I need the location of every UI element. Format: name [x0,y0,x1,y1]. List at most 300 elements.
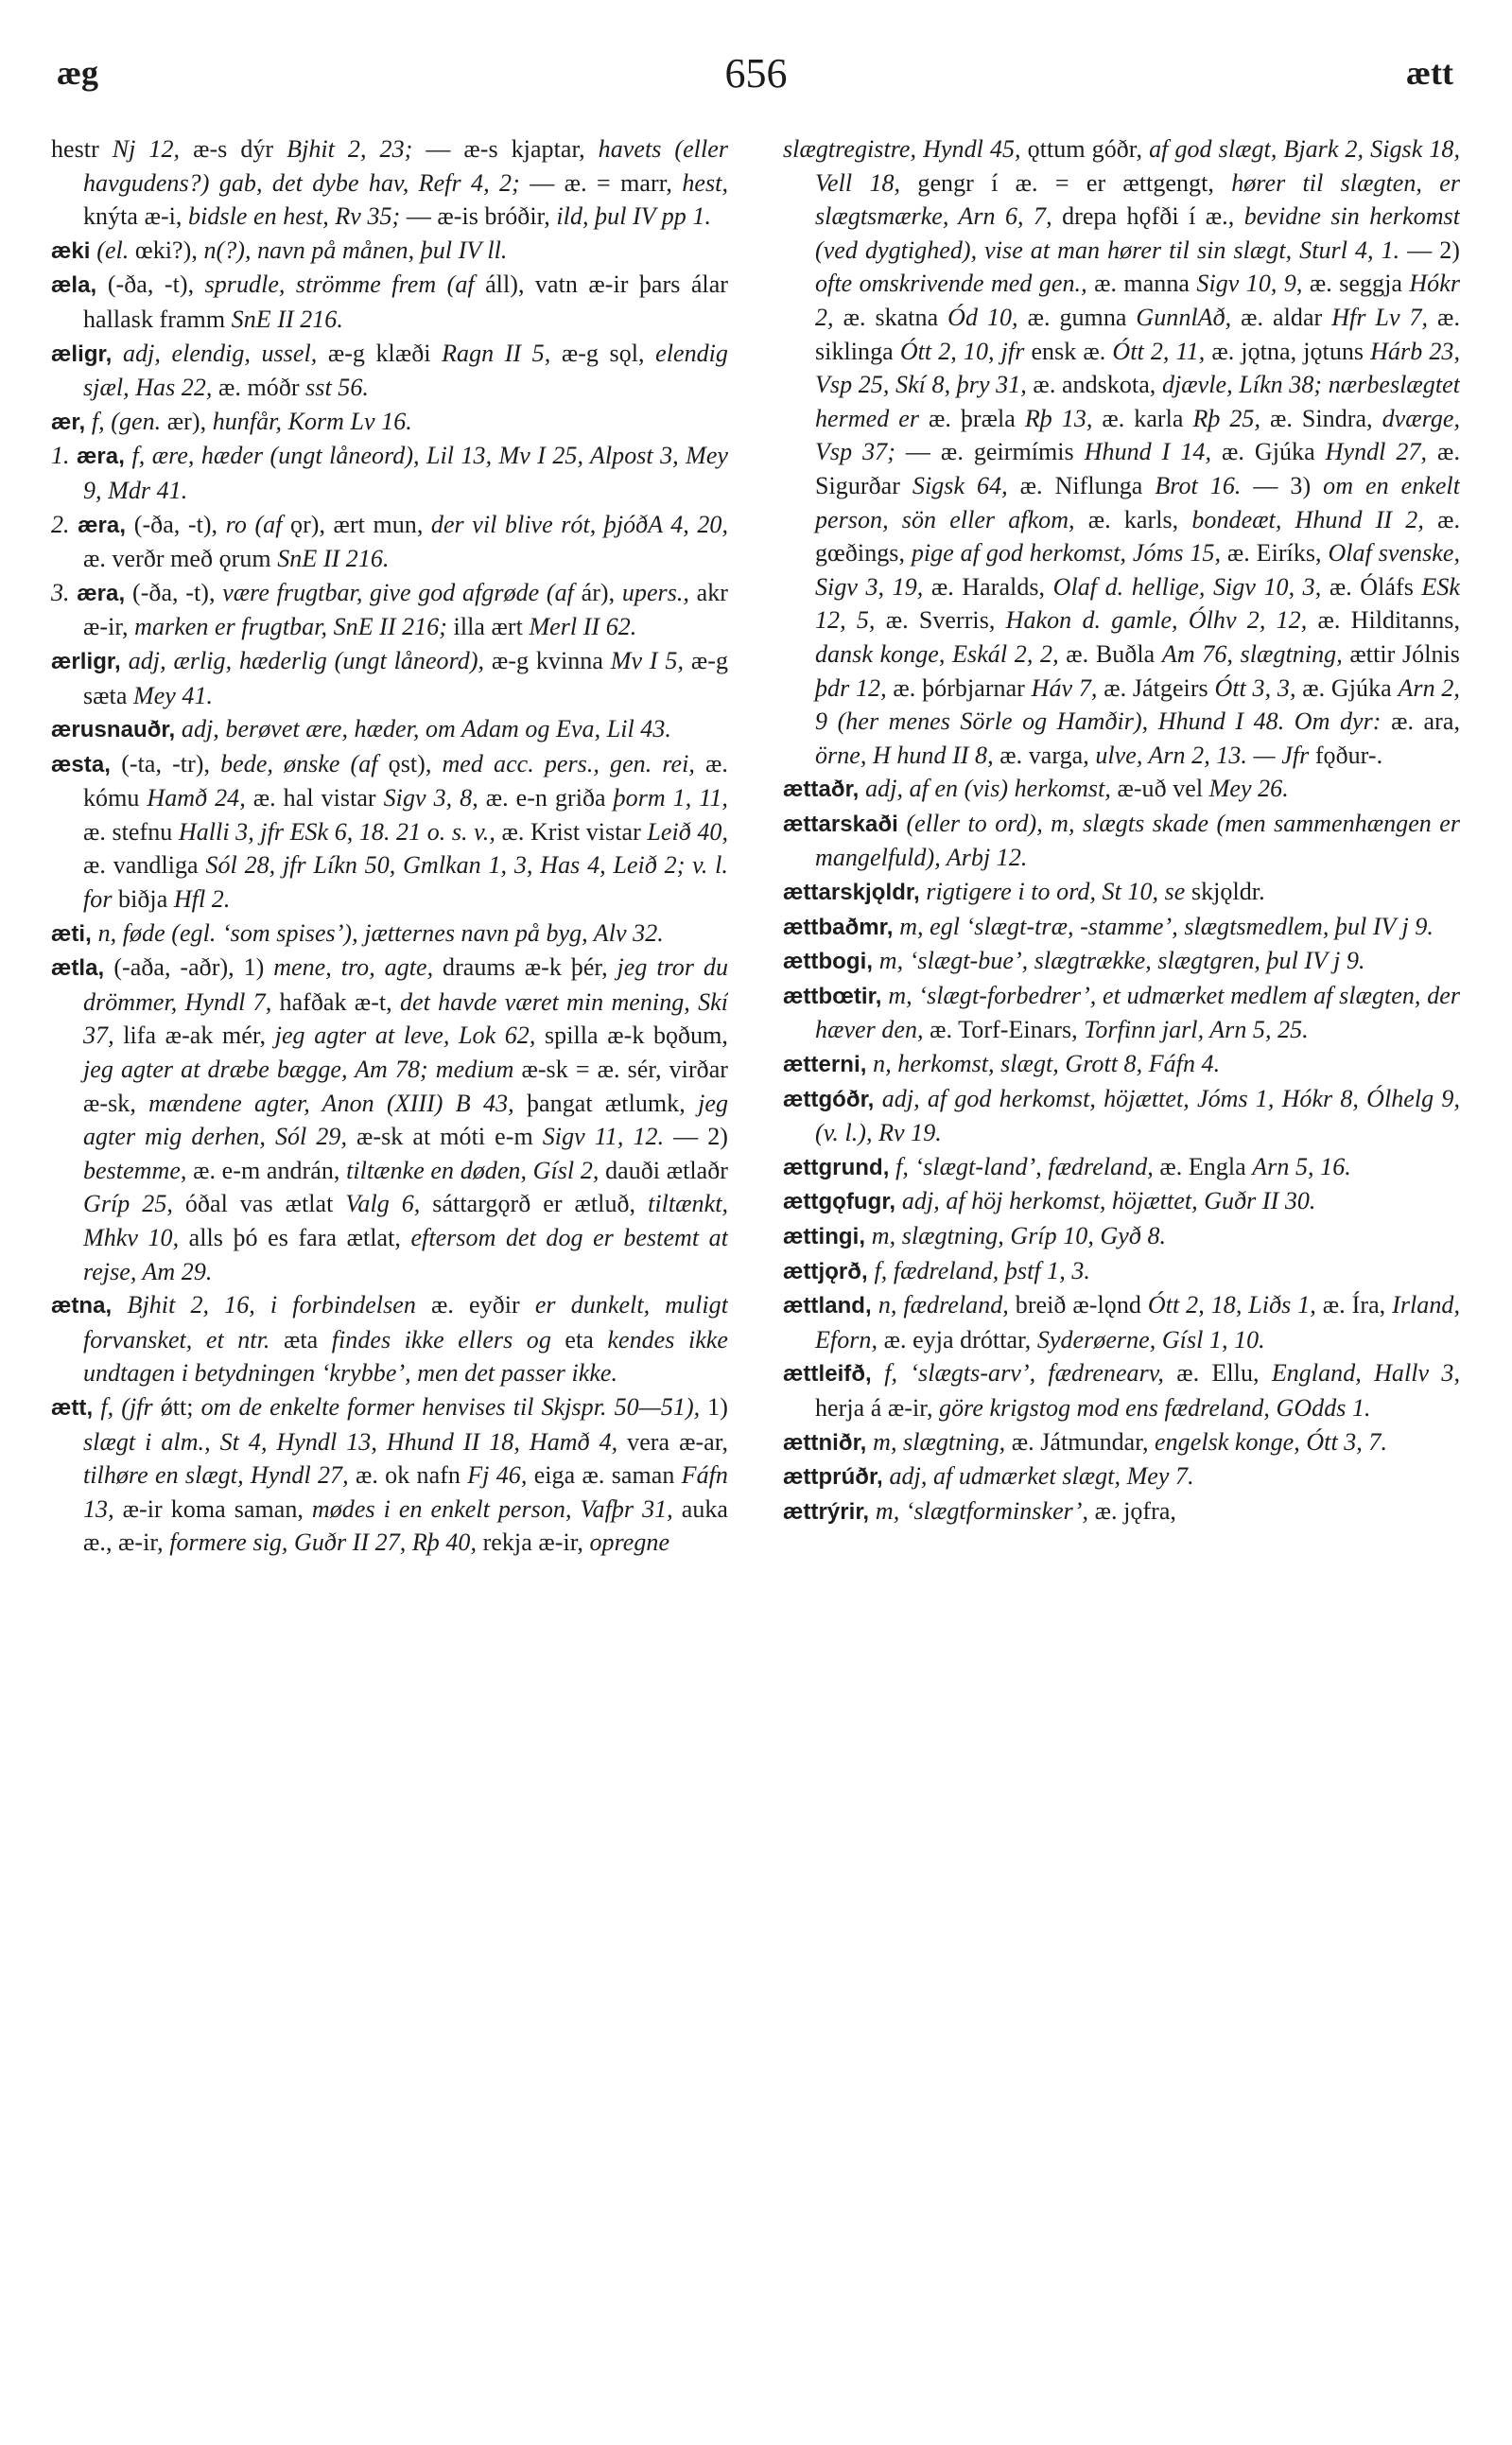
citation-text: (-ta, -tr), [121,749,221,777]
gloss-text: Ótt 2, 11, [1112,337,1212,365]
gloss-text: rigtigere i to ord, St 10, se [926,878,1191,906]
gloss-text: Mey 41. [132,681,214,709]
citation-text: æ. ara, [1391,707,1460,736]
citation-text: æ. Játmundar, [1011,1427,1156,1456]
running-head [0,49,1512,106]
gloss-text: SnE II 216. [277,545,390,573]
citation-text: alls þó es fara ætlat, [188,1224,411,1251]
gloss-text: jeg agter at leve, Lok 62, [274,1022,545,1050]
gloss-text: hest, [682,168,728,197]
citation-text: 1) [707,1392,728,1421]
headword: ætt, [51,1394,101,1421]
citation-text: æ. Gjúka [1302,673,1399,702]
gloss-text: ro (af [225,510,291,538]
citation-text: æ. móðr [218,374,306,402]
gloss-text: elendig sjæl, Has 22, [83,339,728,402]
citation-text: æ. andskota, [1033,371,1162,399]
headword: ættprúðr, [783,1464,890,1491]
gloss-text: ulve, Arn 2, 13. — Jfr [1095,741,1315,769]
gloss-text: (el. [96,236,135,264]
gloss-text: jeg agter at dræbe bægge, Am 78; medium [83,1056,522,1084]
gloss-text: f, ‘slægts-arv’, fædrenearv, [884,1359,1177,1388]
gloss-text: Merl II 62. [529,613,637,641]
dictionary-entry [783,1459,1460,1494]
dictionary-entry [51,132,728,234]
dictionary-entry [51,747,728,917]
headword: ættbœtir, [783,983,889,1009]
citation-text: — æ-s kjaptar, [426,135,599,163]
gloss-text: ofte omskrivende med gen., [815,270,1095,298]
headword: ættrýrir, [783,1498,876,1525]
citation-text: — 2) [1407,236,1460,264]
gloss-text: 1. [51,442,78,470]
gloss-text: adj, af höj herkomst, höjættet, Guðr II 30. [901,1187,1316,1215]
gloss-text: Leið 40, [647,817,728,846]
gloss-text: Sigv 10, 9, [1196,270,1310,298]
citation-text: æ. Játgeirs [1104,673,1215,702]
left-catchword: æg [57,54,98,92]
gloss-text: adj, af god herkomst, höjættet, Jóms 1, Hókr 8, Ólhelg 9, (v. l.), Rv 19. [815,1084,1460,1147]
citation-text: æ. Íra, [1322,1291,1393,1319]
headword: æsta, [51,751,122,777]
gloss-text: af god slægt, Bjark 2, Sigsk 18, Vell 18, [815,135,1460,197]
citation-text: (-ða, -t), [133,510,226,538]
gloss-text: f, (jfr [100,1392,161,1421]
headword: ættgrund, [783,1154,896,1180]
citation-text: æ-g sæta [83,646,728,709]
gloss-text: sprudle, strömme frem (af [204,271,486,299]
headword: ærusnauðr, [51,717,182,743]
gloss-text: bidsle en hest, Rv 35; [188,202,407,231]
gloss-text: adj, af en (vis) herkomst, [865,775,1118,803]
gloss-text: n, fædreland, [878,1291,1016,1319]
citation-text: ǫst), [388,749,443,777]
citation-text: ættir Jólnis [1349,639,1460,668]
headword: æra, [78,512,134,538]
citation-text: ár), [581,578,622,606]
headword: æligr, [51,341,124,367]
gloss-text: Mv I 5, [610,646,691,674]
gloss-text: adj, af udmærket slægt, Mey 7. [889,1462,1194,1491]
gloss-text: m, egl ‘slægt-træ, -stamme’, slægtsmedlem, þul IV j 9. [899,912,1434,940]
gloss-text: er dunkelt, muligt forvansket, et ntr. [83,1291,728,1353]
citation-text: æ. gumna [1027,303,1137,331]
gloss-text: bede, ønske (af [220,749,389,777]
gloss-text: hører til slægten, er slægtsmærke, Arn 6, 7, [815,168,1460,231]
citation-text: — æ-is bróðir, [406,202,557,231]
left-column [51,132,728,2421]
gloss-text: Rþ 25, [1192,404,1270,432]
gloss-text: hunfår, Korm Lv 16. [212,407,412,435]
gloss-text: Hfl 2. [173,885,231,914]
gloss-text: Hárb 23, Vsp 25, Skí 8, þry 31, [815,337,1460,399]
citation-text: æ. Ellu, [1176,1359,1272,1388]
dictionary-entry [783,772,1460,807]
gloss-text: havets (eller havgudens?) gab, det dybe hav, Refr 4, 2; [83,135,728,197]
dictionary-entry [783,1082,1460,1150]
dictionary-entry [51,917,728,952]
gloss-text: Mey 26. [1208,775,1289,803]
gloss-text: der vil blive rót, þjóðA 4, 20, [430,510,728,538]
text-columns [51,132,1461,2421]
dictionary-entry [783,1219,1460,1254]
headword: ærligr, [51,648,129,674]
gloss-text: f, ære, hæder (ungt låneord), Lil 13, Mv I 25, Alpost 3, Mey 9, Mdr 41. [83,442,728,504]
citation-text: æta [283,1325,332,1353]
gloss-text: slægt i alm., St 4, Hyndl 13, Hhund II 18, Hamð 4, [83,1427,628,1456]
citation-text: æ. stefnu [83,817,179,846]
citation-text: eta [565,1325,608,1353]
dictionary-entry [783,1150,1460,1185]
dictionary-entry [783,944,1460,979]
dictionary-entry [51,234,728,269]
dictionary-entry [783,910,1460,945]
citation-text: æ-g sǫl, [561,339,656,367]
dictionary-entry [783,1356,1460,1424]
citation-text: æ. eyja dróttar, [883,1325,1037,1353]
gloss-text: f, (gen. [91,407,167,435]
headword: æla, [51,272,108,299]
gloss-text: Ótt 3, 3, [1214,673,1303,702]
gloss-text: Gríp 25, [83,1190,185,1218]
citation-text: skjǫldr. [1190,878,1265,906]
dictionary-entry [51,1288,728,1390]
citation-text: hafðak æ-t, [279,987,400,1016]
citation-text: æ. þræla [928,404,1025,432]
gloss-text: Arn 5, 16. [1252,1152,1351,1180]
headword: ær, [51,409,92,435]
headword: æra, [77,444,132,470]
gloss-text: om de enkelte former henvises til Skjspr. 50—51), [200,1392,708,1421]
gloss-text: dansk konge, Eskál 2, 2, [815,639,1067,668]
citation-text: æ. skatna [843,303,948,331]
dictionary-entry [51,1390,728,1560]
headword: ætna, [51,1293,128,1319]
gloss-text: m, ‘slægt-forbedrer’, et udmærket medlem af slægten, der hæver den, [815,981,1460,1044]
citation-text: óðal vas ætlat [184,1190,346,1218]
citation-text: ǿtt; [160,1392,201,1421]
dictionary-entry [783,132,1460,772]
citation-text: — æ. geirmímis [905,438,1085,466]
citation-text: drepa hǫfði í æ., [1062,202,1244,231]
gloss-text: (eller to ord), m, slægts skade (men sammenhængen er mangelfuld), Arbj 12. [815,809,1460,872]
citation-text: œki?), [134,236,204,264]
dictionary-entry [783,1288,1460,1356]
gloss-text: Hamð 24, [147,784,253,812]
gloss-text: engelsk konge, Ótt 3, 7. [1155,1427,1388,1456]
citation-text: æ. e-n griða [485,784,614,812]
gloss-text: 2. [51,510,78,538]
headword: ættaðr, [783,777,866,803]
citation-text: knýta æ-i, [83,202,189,231]
citation-text: (-aða, -aðr), 1) [113,953,274,982]
citation-text: æ. karla [1102,404,1193,432]
citation-text: ær), [166,407,213,435]
citation-text: æ. jǫfra, [1094,1496,1176,1525]
gloss-text: Bjhit 2, 23; [287,135,426,163]
right-column [783,132,1460,2421]
gloss-text: Háv 7, [1031,673,1104,702]
citation-text: (-ða, -t), [107,271,205,299]
gloss-text: Fáfn 13, [83,1461,728,1523]
gloss-text: SnE II 216. [231,305,343,333]
gloss-text: Olaf svenske, Sigv 3, 19, [815,539,1460,601]
page-number: 656 [724,50,788,96]
citation-text: æ. Krist vistar [501,817,648,846]
gloss-text: m, slægtning, [873,1427,1012,1456]
gloss-text: Nj 12, [112,135,194,163]
gloss-text: om en enkelt person, sön eller afkom, [815,471,1460,533]
citation-text: æ. Niflunga [1019,471,1156,499]
gloss-text: adj, ærlig, hæderlig (ungt låneord), [128,646,492,674]
gloss-text: Sigsk 64, [912,471,1020,499]
headword: ættarskjǫldr, [783,880,927,906]
citation-text: æ. gœðings, [815,505,1460,568]
headword: ættarskaði [783,811,907,837]
headword: ættland, [783,1293,878,1319]
citation-text: æ. Óláfs [1329,572,1422,601]
citation-text: æ-sk = æ. sér, virðar æ-sk, [83,1056,728,1117]
gloss-text: göre krigstog mod ens fædreland, GOdds 1. [939,1393,1371,1422]
citation-text: spilla æ-k bǫðum, [545,1022,728,1050]
gloss-text: n, herkomst, slægt, Grott 8, Fáfn 4. [873,1050,1221,1078]
citation-text: biðja [118,885,174,914]
citation-text: ensk æ. [1031,337,1113,365]
citation-text: æ-ir koma saman, [122,1494,312,1523]
citation-text: æ. karls, [1087,505,1192,533]
gloss-text: tiltænke en døden, Gísl 2, [346,1156,606,1184]
headword: æti, [51,920,98,947]
dictionary-entry [51,951,728,1288]
citation-text: æ-sk at móti e-m [356,1123,543,1151]
gloss-text: Syderøerne, Gísl 1, 10. [1036,1325,1265,1353]
citation-text: þangat ætlumk, [527,1089,699,1117]
gloss-text: ESk 12, 5, [815,572,1460,635]
gloss-text: Ód 10, [947,303,1028,331]
right-catchword: ætt [1406,54,1453,92]
dictionary-entry [51,712,728,747]
gloss-text: jeg tror du drömmer, Hyndl 7, [83,953,728,1016]
gloss-text: jeg agter mig derhen, Sól 29, [83,1089,728,1151]
gloss-text: tiltænkt, Mhkv 10, [83,1190,728,1251]
gloss-text: Hyndl 27, [1325,438,1438,466]
citation-text: — æ. = marr, [530,168,683,197]
headword: ættjǫrð, [783,1258,875,1284]
citation-text: illa ært [453,613,530,641]
dictionary-entry [51,268,728,336]
citation-text: æ-g klæði [327,339,443,367]
dictionary-entry [51,576,728,644]
gloss-text: f, fædreland, þstf 1, 3. [874,1256,1090,1284]
gloss-text: örne, H hund II 8, [815,741,1000,769]
gloss-text: være frugtbar, give god afgrøde (af [222,578,582,606]
gloss-text: þorm 1, 11, [613,784,728,812]
gloss-text: Torfinn jarl, Arn 5, 25. [1084,1016,1309,1044]
dictionary-entry [783,979,1460,1047]
citation-text: — 2) [673,1123,728,1151]
headword: ætla, [51,955,114,982]
headword: ætterni, [783,1052,874,1078]
citation-text: æ. Gjúka [1221,438,1326,466]
gloss-text: djævle, Líkn 38; nærbeslægtet hermed er [815,371,1460,432]
citation-text: æ-uð vel [1117,775,1209,803]
gloss-text: GunnlAð, [1136,303,1242,331]
dictionary-entry [51,508,728,576]
gloss-text: Brot 16. [1155,471,1254,499]
gloss-text: Fj 46, [467,1461,534,1490]
gloss-text: Ótt 2, 10, jfr [899,337,1032,365]
gloss-text: 3. [51,578,78,606]
citation-text: æ. Sigurðar [815,438,1460,499]
gloss-text: Olaf d. hellige, Sigv 10, 3, [1052,572,1330,601]
citation-text: draums æ-k þér, [443,953,617,982]
dictionary-entry [51,439,728,507]
citation-text: dauði ætlaðr [605,1156,728,1184]
gloss-text: ild, þul IV pp 1. [556,202,711,231]
citation-text: æ. verðr með ǫrum [83,545,278,573]
gloss-text: þdr 12, [815,673,894,702]
gloss-text: dværge, Vsp 37; [815,404,1460,466]
citation-text: æ. hal vistar [252,784,384,812]
dictionary-entry [783,875,1460,910]
citation-text: herja á æ-ir, [815,1393,940,1422]
dictionary-entry [783,807,1460,875]
gloss-text: m, ‘slægt-bue’, slægtrække, slægtgren, þul IV j 9. [878,947,1365,975]
gloss-text: mene, tro, agte, [273,953,443,982]
citation-text: ǫttum góðr, [1027,135,1150,163]
citation-text: æ. þórbjarnar [893,673,1032,702]
dictionary-entry [51,405,728,440]
citation-text: æ. Torf-Einars, [930,1016,1085,1044]
gloss-text: marken er frugtbar, SnE II 216; [134,613,454,641]
citation-text: æ. Sverris, [885,606,1006,635]
gloss-text: Rþ 13, [1024,404,1103,432]
dictionary-entry [783,1254,1460,1289]
citation-text: æ. eyðir [431,1291,535,1319]
gloss-text: Hhund I 14, [1084,438,1222,466]
gloss-text: det havde været min mening, Skí 37, [83,987,728,1050]
headword: ættniðr, [783,1429,874,1456]
citation-text: rekja æ-ir, [482,1528,590,1557]
gloss-text: Am 76, slægtning, [1161,639,1350,668]
gloss-text: findes ikke ellers og [331,1325,565,1353]
citation-text: æ. jǫtna, jǫtuns [1211,337,1371,365]
headword: ættgǫfugr, [783,1189,902,1215]
gloss-text: mødes i en enkelt person, Vafþr 31, [311,1494,682,1523]
citation-text: æ. manna [1094,270,1197,298]
dictionary-entry [51,337,728,405]
citation-text: hestr [51,135,113,163]
citation-text: akr æ-ir, [83,578,728,641]
citation-text: æ-g kvinna [491,646,611,674]
gloss-text: n(?), navn på månen, þul IV ll. [203,236,508,264]
gloss-text: upers., [621,578,697,606]
gloss-text: Hfr Lv 7, [1331,303,1438,331]
citation-text: æ. aldar [1241,303,1332,331]
gloss-text: Bjhit 2, 16, i forbindelsen [127,1291,431,1319]
citation-text: æ. kómu [83,749,728,812]
citation-text: æ. siklinga [815,303,1460,365]
dictionary-entry [783,1047,1460,1082]
gloss-text: Halli 3, jfr ESk 6, 18. 21 o. s. v., [178,817,502,846]
headword: æki [51,237,97,264]
citation-text: (-ða, -t), [132,578,223,606]
citation-text: æ. Engla [1159,1152,1253,1180]
gloss-text: adj, elendig, ussel, [123,339,328,367]
citation-text: æ. vandliga [83,851,206,880]
gloss-text: slægtregistre, Hyndl 45, [783,135,1028,163]
gloss-text: tilhøre en slægt, Hyndl 27, [83,1461,356,1490]
gloss-text: Arn 2, 9 (her menes Sörle og Hamðir), Hhund I 48. Om dyr: [815,673,1460,736]
gloss-text: sst 56. [305,374,369,402]
gloss-text: England, Hallv 3, [1271,1359,1460,1388]
citation-text: æ. ok nafn [355,1461,468,1490]
dictionary-entry [783,1494,1460,1529]
gloss-text: bevidne sin herkomst (ved dygtighed), vise at man hører til sin slægt, Sturl 4, 1. [815,202,1460,264]
citation-text: æ. Buðla [1066,639,1162,668]
gloss-text: Sigv 11, 12. [542,1123,674,1151]
headword: ættleifð, [783,1361,885,1388]
headword: ættgóðr, [783,1086,882,1112]
citation-text: vera æ-ar, [627,1427,728,1456]
citation-text: æ. Sindra, [1269,404,1382,432]
gloss-text: med acc. pers., gen. rei, [442,749,706,777]
citation-text: breið æ-lǫnd [1015,1291,1148,1319]
gloss-text: kendes ikke undtagen i betydningen ‘krybbe’, men det passer ikke. [83,1325,728,1388]
gloss-text: n, føde (egl. ‘som spises’), jætternes navn på byg, Alv 32. [97,918,664,947]
dictionary-entry [783,1425,1460,1460]
headword: ættingi, [783,1224,872,1249]
gloss-text: mændene agter, Anon (XIII) B 43, [148,1089,527,1117]
citation-text: auka æ., æ-ir, [83,1494,728,1557]
citation-text: æ. e-m andrán, [193,1156,347,1184]
gloss-text: formere sig, Guðr II 27, Rþ 40, [169,1528,483,1557]
gloss-text: bondeæt, Hhund II 2, [1191,505,1438,533]
citation-text: ǫr), ært mun, [290,510,431,538]
headword: ættbaðmr, [783,914,900,940]
gloss-text: Ótt 2, 18, Liðs 1, [1147,1291,1323,1319]
gloss-text: f, ‘slægt-land’, fædreland, [895,1152,1160,1180]
gloss-text: adj, berøvet ære, hæder, om Adam og Eva, Lil 43. [181,715,671,743]
citation-text: æ. seggja [1309,270,1410,298]
gloss-text: Sigv 3, 8, [383,784,486,812]
headword: ættbogi, [783,949,879,975]
citation-text: gengr í æ. = er ættgengt, [917,168,1232,197]
gloss-text: m, slægtning, Gríp 10, Gyð 8. [871,1222,1167,1249]
gloss-text: Irland, Eforn, [815,1291,1460,1353]
citation-text: æ. Hilditanns, [1317,606,1460,635]
gloss-text: pige af god herkomst, Jóms 15, [911,539,1227,568]
headword: æra, [77,580,132,606]
gloss-text: Hókr 2, [815,270,1460,331]
gloss-text: eftersom det dog er bestemt at rejse, Am 29. [83,1224,728,1285]
gloss-text: m, ‘slægtforminsker’, [875,1496,1095,1525]
gloss-text: opregne [589,1528,670,1557]
gloss-text: Valg 6, [345,1190,433,1218]
citation-text: eiga æ. saman [533,1461,682,1490]
citation-text: áll), vatn æ-ir þars álar hallask framm [83,271,728,333]
gloss-text: Sól 28, jfr Líkn 50, Gmlkan 1, 3, Has 4, Leið 2; v. l. for [83,851,728,914]
gloss-text: bestemme, [83,1156,194,1184]
citation-text: æ-s dýr [193,135,287,163]
dictionary-entry [51,644,728,712]
dictionary-entry [783,1184,1460,1219]
citation-text: sáttargǫrð er ætluð, [432,1190,649,1218]
citation-text: — 3) [1253,471,1324,499]
citation-text: fǫður-. [1314,741,1383,769]
gloss-text: Ragn II 5, [442,339,562,367]
citation-text: æ. Eiríks, [1226,539,1329,568]
